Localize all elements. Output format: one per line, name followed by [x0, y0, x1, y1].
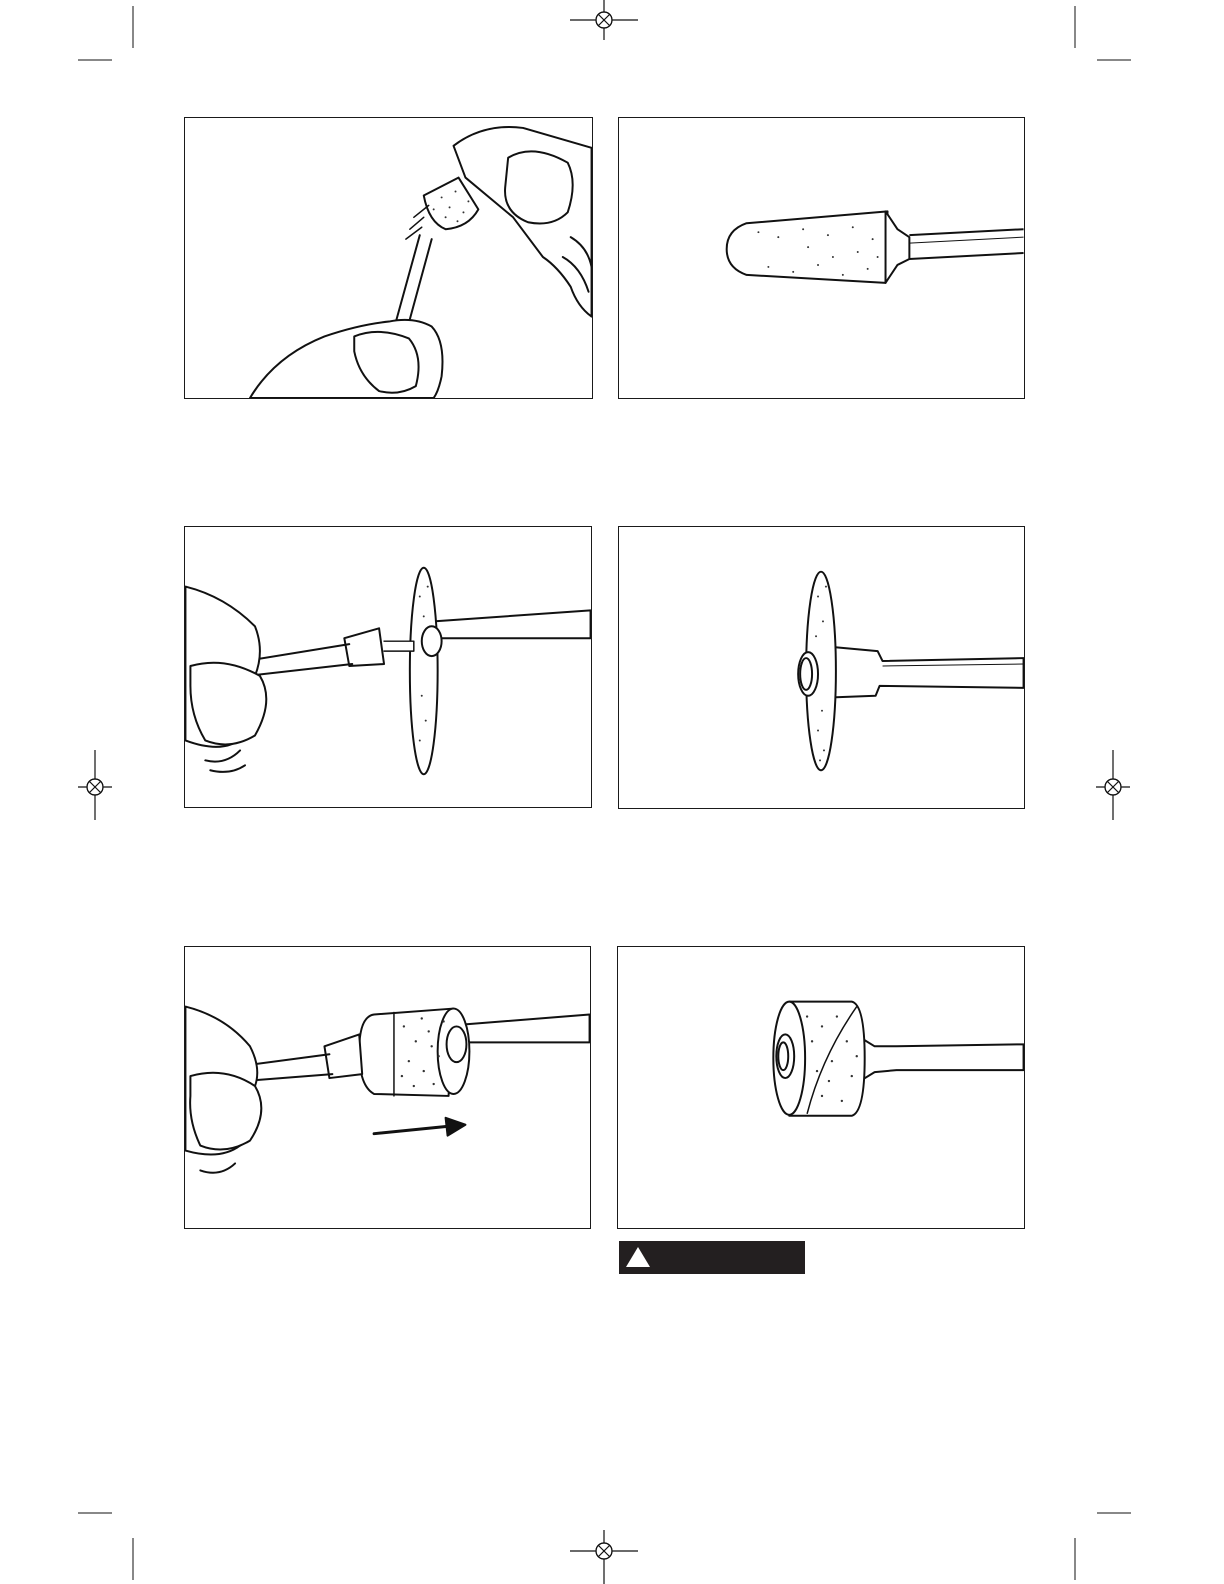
registration-mark-bottom [570, 1530, 638, 1584]
warning-triangle-icon [625, 1246, 651, 1268]
figure-2-mounted-grinding-point [618, 117, 1025, 399]
hand-sliding-sanding-band-onto-drum-icon [185, 947, 590, 1228]
figure-1-threading-grinding-point [184, 117, 593, 399]
mounted-grinding-point-icon [619, 118, 1024, 398]
registration-mark-right [1096, 750, 1130, 820]
hand-threading-grinding-point-onto-mandrel-icon [185, 118, 592, 398]
figure-6-mounted-sanding-drum [617, 946, 1025, 1229]
hand-attaching-cutoff-wheel-to-mandrel-icon [185, 527, 591, 807]
registration-mark-top [570, 0, 638, 40]
figure-3-attaching-cutoff-wheel [184, 526, 592, 808]
warning-banner [619, 1241, 805, 1274]
mounted-cutoff-wheel-icon [619, 527, 1024, 808]
mounted-sanding-drum-icon [618, 947, 1024, 1228]
figure-4-mounted-cutoff-wheel [618, 526, 1025, 809]
registration-mark-left [78, 750, 112, 820]
figure-5-sliding-sanding-band [184, 946, 591, 1229]
